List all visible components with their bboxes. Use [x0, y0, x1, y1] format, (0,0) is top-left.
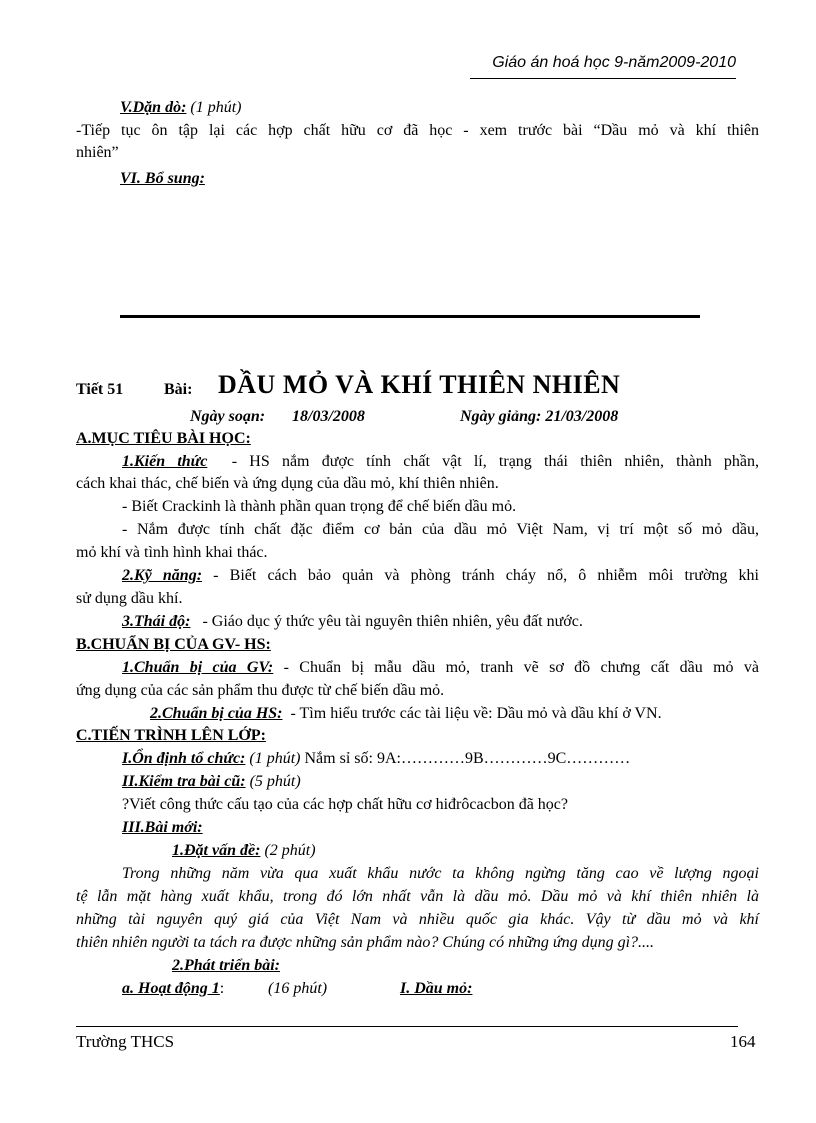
- lesson-bai-label: Bài:: [164, 381, 193, 398]
- a-skill-line1: 2.Kỹ năng: - Biết cách bảo quản và phòng tránh cháy nổ, ô nhiễm môi trường khi: [122, 567, 759, 584]
- c-intro-para3: những tài nguyên quý giá của Việt Nam và nhiều quốc gia khác. Vậy từ dầu mỏ và khí: [76, 911, 759, 928]
- c-activity-line: a. Hoạt động 1: (16 phút) I. Dầu mỏ:: [122, 980, 473, 997]
- c-develop-heading: 2.Phát triển bài:: [172, 957, 281, 974]
- c-check-question: ?Viết công thức cấu tạo của các hợp chất hữu cơ hiđrôcacbon đã học?: [122, 796, 568, 813]
- c-organize-line: I.Ổn định tổ chức: (1 phút) Nắm sỉ số: 9A:…………9B…………9C…………: [122, 750, 631, 767]
- footer-school: Trường THCS: [76, 1032, 175, 1051]
- lesson-dates: [190, 406, 816, 428]
- a-knowledge-line5: mỏ khí và tình hình khai thác.: [76, 544, 268, 561]
- a-knowledge-line4: - Nắm được tính chất đặc điểm cơ bản của dầu mỏ Việt Nam, vị trí một số mỏ dầu,: [122, 521, 759, 538]
- c-intro-heading: 1.Đặt vấn đề: (2 phút): [172, 842, 316, 859]
- section-vi-heading: VI. Bổ sung:: [120, 170, 205, 187]
- date-taught: Ngày giảng: 21/03/2008: [460, 408, 619, 425]
- b-teacher-line1: 1.Chuẩn bị của GV: - Chuẩn bị mẫu dầu mỏ, tranh vẽ sơ đồ chưng cất dầu mỏ và: [122, 659, 760, 676]
- lesson-title: DẦU MỎ VÀ KHÍ THIÊN NHIÊN: [218, 370, 621, 399]
- separator-rule: [120, 315, 700, 318]
- lesson-period: Tiết 51: [76, 381, 124, 398]
- c-intro-para4: thiên nhiên người ta tách ra được những sản phẩm nào? Chúng có những ứng dụng gì?....: [76, 934, 655, 951]
- running-header: [470, 52, 736, 79]
- section-b-heading: B.CHUẨN BỊ CỦA GV- HS:: [76, 636, 271, 653]
- footer-rule: [76, 1026, 738, 1027]
- c-new-lesson: III.Bài mới:: [122, 819, 203, 836]
- a-knowledge-line2: cách khai thác, chế biến và ứng dụng của dầu mỏ, khí thiên nhiên.: [76, 475, 499, 492]
- b-student-line: 2.Chuẩn bị của HS: - Tìm hiểu trước các tài liệu về: Dầu mỏ và dầu khí ở VN.: [150, 705, 662, 722]
- c-intro-para2: tệ lẫn mặt hàng xuất khẩu, trong đó lớn nhất vẫn là dầu mỏ. Dầu mỏ và khí thiên nhiên là: [76, 888, 759, 905]
- date-prepared: 18/03/2008: [292, 408, 365, 425]
- b-teacher-line2: ứng dụng của các sản phẩm thu được từ chế biến dầu mỏ.: [76, 682, 445, 699]
- section-v-line2: nhiên”: [76, 144, 119, 161]
- a-knowledge-line3: - Biết Crackinh là thành phần quan trọng để chế biến dầu mỏ.: [122, 498, 517, 515]
- section-v-line1: -Tiếp tục ôn tập lại các hợp chất hữu cơ đã học - xem trước bài “Dầu mỏ và khí thiên: [76, 122, 759, 139]
- section-v-heading: V.Dặn dò: (1 phút): [120, 99, 242, 116]
- footer-page-number: 164: [730, 1032, 756, 1051]
- a-knowledge-line1: 1.Kiến thức - HS nắm được tính chất vật lí, trạng thái thiên nhiên, thành phần,: [122, 453, 759, 470]
- header-text: Giáo án hoá học 9-năm2009-2010: [492, 54, 736, 71]
- section-a-heading: A.MỤC TIÊU BÀI HỌC:: [76, 430, 251, 447]
- c-check-line: II.Kiểm tra bài cũ: (5 phút): [122, 773, 301, 790]
- a-skill-line2: sử dụng dầu khí.: [76, 590, 183, 607]
- date-prepared-label: Ngày soạn:: [190, 408, 266, 425]
- section-c-heading: C.TIẾN TRÌNH LÊN LỚP:: [76, 727, 266, 744]
- a-attitude-line: 3.Thái độ: - Giáo dục ý thức yêu tài nguyên thiên nhiên, yêu đất nước.: [122, 613, 583, 630]
- c-intro-para1: Trong những năm vừa qua xuất khẩu nước ta không ngừng tăng cao về lượng ngoại: [122, 865, 759, 882]
